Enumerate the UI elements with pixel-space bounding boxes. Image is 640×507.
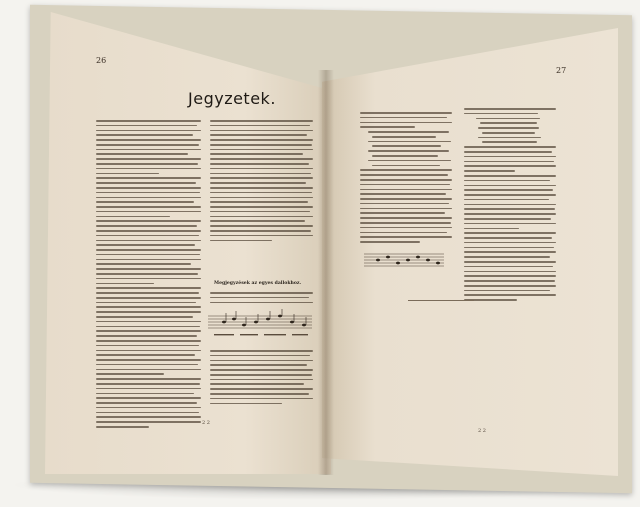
left-music-staff	[206, 308, 314, 348]
left-column-2-bottom	[210, 350, 313, 407]
left-page-heading: Jegyzetek.	[188, 89, 276, 108]
right-page-footer-mark: 2 2	[478, 428, 486, 434]
left-column-2-top	[210, 120, 313, 244]
right-page-number: 27	[556, 66, 567, 75]
left-column-1	[96, 120, 201, 431]
right-music-staff	[362, 250, 446, 272]
right-column-2	[464, 108, 556, 304]
left-page-subheading: Megjegyzések az egyes dallokhoz.	[214, 281, 302, 286]
book-gutter	[318, 70, 334, 475]
left-column-2-intro	[210, 292, 313, 306]
right-column-1	[360, 112, 452, 246]
right-page-divider	[408, 300, 474, 301]
left-page-footer-mark: 2 2	[202, 420, 210, 426]
left-page-number: 26	[96, 56, 107, 65]
